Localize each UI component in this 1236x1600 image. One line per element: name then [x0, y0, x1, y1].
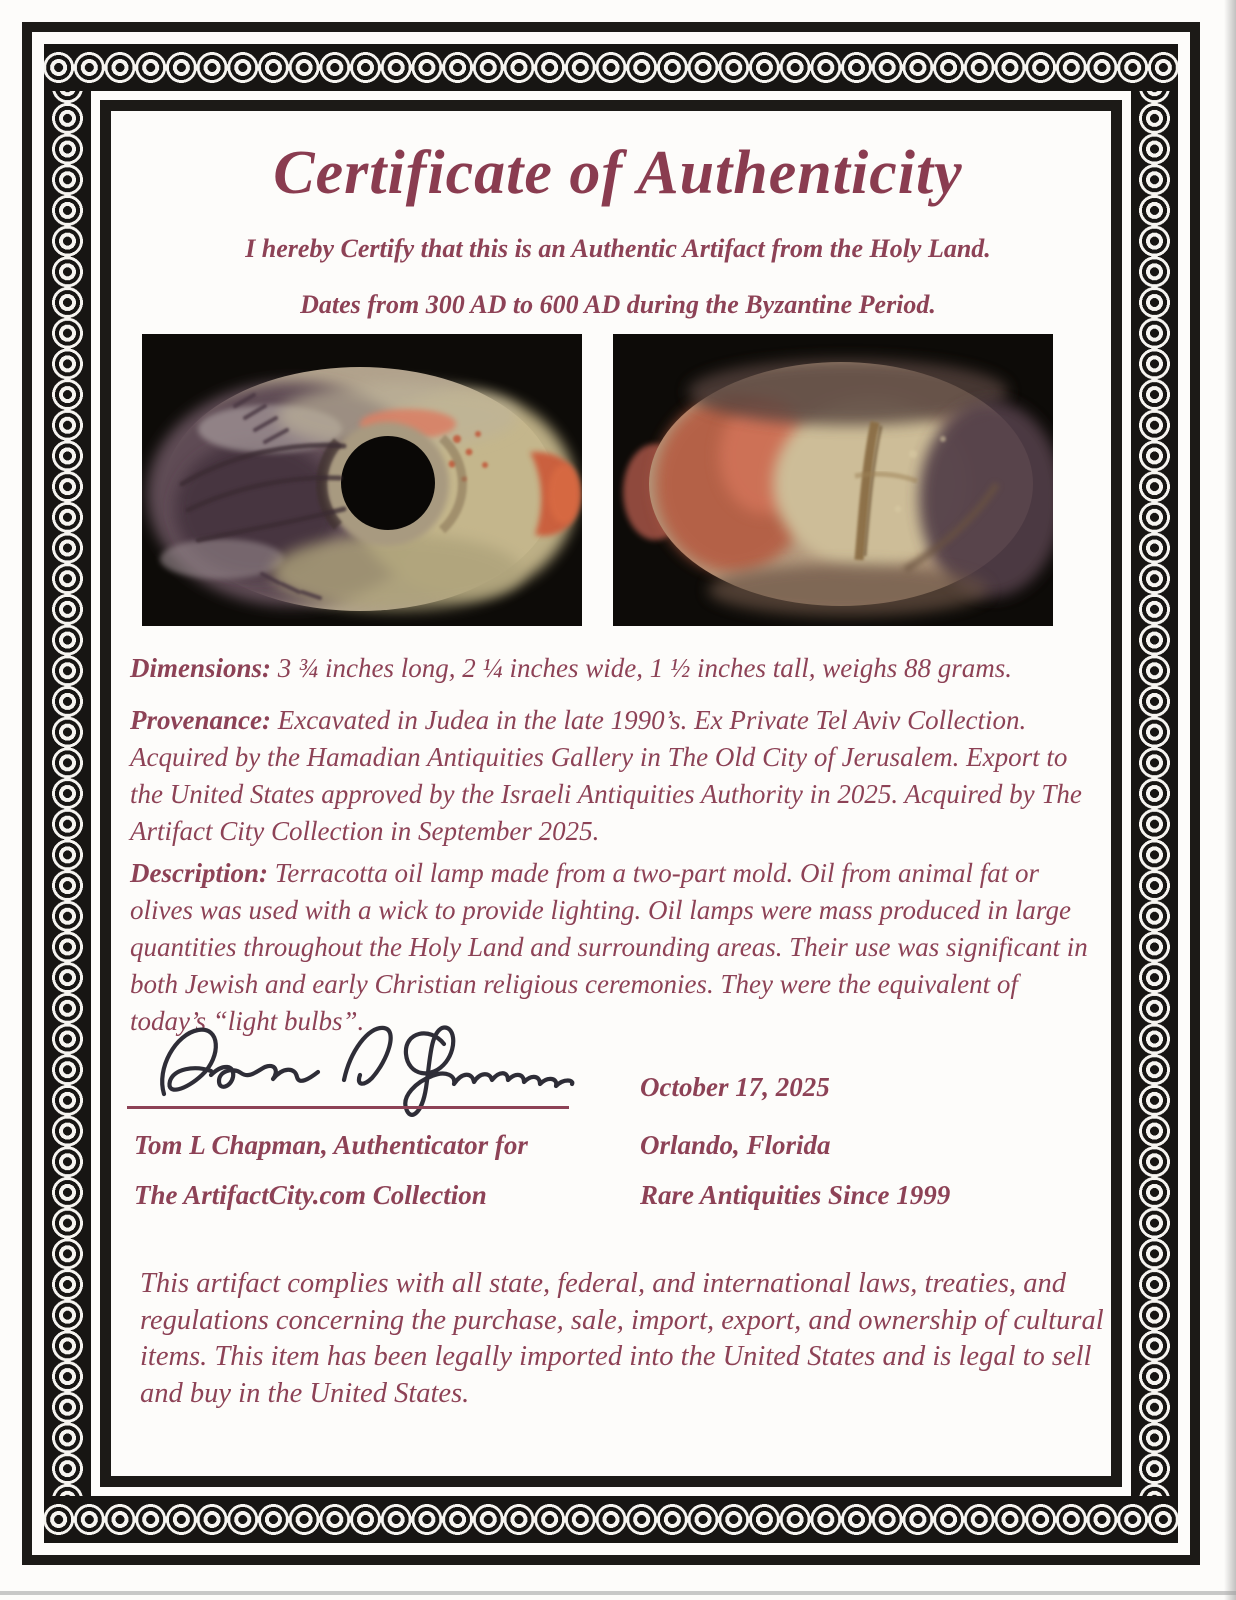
dating-statement: Dates from 300 AD to 600 AD during the Byzantine Period.	[300, 290, 936, 319]
collection-name-line: The ArtifactCity.com Collection	[134, 1180, 487, 1210]
description-section	[130, 855, 1096, 1040]
certificate-location: Orlando, Florida	[640, 1130, 831, 1160]
dimensions-label: Dimensions:	[130, 653, 272, 683]
signature-strokes	[138, 1020, 578, 1120]
handwritten-signature	[138, 1020, 578, 1125]
certificate-date: October 17, 2025	[640, 1072, 830, 1102]
artifact-photo-bottom-view	[613, 334, 1053, 626]
dimensions-section	[130, 650, 1120, 687]
page-title: Certificate of Authenticity	[273, 139, 963, 207]
certify-statement: I hereby Certify that this is an Authentic Artifact from the Holy Land.	[245, 234, 991, 263]
oil-lamp-top-view-image	[142, 334, 582, 626]
company-tagline: Rare Antiquities Since 1999	[640, 1180, 951, 1210]
provenance-section	[130, 702, 1096, 850]
scan-edge-shadow-bottom	[0, 1591, 1236, 1595]
description-label: Description:	[130, 858, 268, 888]
scan-edge-shadow-right	[1224, 0, 1236, 1600]
oil-lamp-bottom-view-image	[613, 334, 1053, 626]
description-text: Terracotta oil lamp made from a two-part mold. Oil from animal fat or olives was used with a wick to provide lighting. Oil lamps were mass produced in large quantities throughout the Holy Land and surrounding areas. Their use was significant in both Jewish and early Christian religious ceremonies. They were the equivalent of today’s “light bulbs”.	[130, 858, 1088, 1036]
signature-line	[127, 1106, 569, 1109]
artifact-photo-top-view	[142, 334, 582, 626]
authenticator-name-line: Tom L Chapman, Authenticator for	[134, 1130, 528, 1160]
legal-compliance-text: This artifact complies with all state, federal, and international laws, treaties, and regulations concerning the purchase, sale, import, export, and ownership of cultural items. This item has been legally imported into the United States and is legal to sell and buy in the United States.	[140, 1268, 1104, 1409]
dimensions-text: 3 ¾ inches long, 2 ¼ inches wide, 1 ½ inches tall, weighs 88 grams.	[277, 653, 1012, 683]
provenance-label: Provenance:	[130, 705, 271, 735]
provenance-text: Excavated in Judea in the late 1990’s. Ex Private Tel Aviv Collection. Acquired by the Hamadian Antiquities Gallery in The Old City of Jerusalem. Export to the United States approved by the Israeli Antiquities Authority in 2025. Acquired by The Artifact City Collection in September 2025.	[130, 705, 1082, 846]
